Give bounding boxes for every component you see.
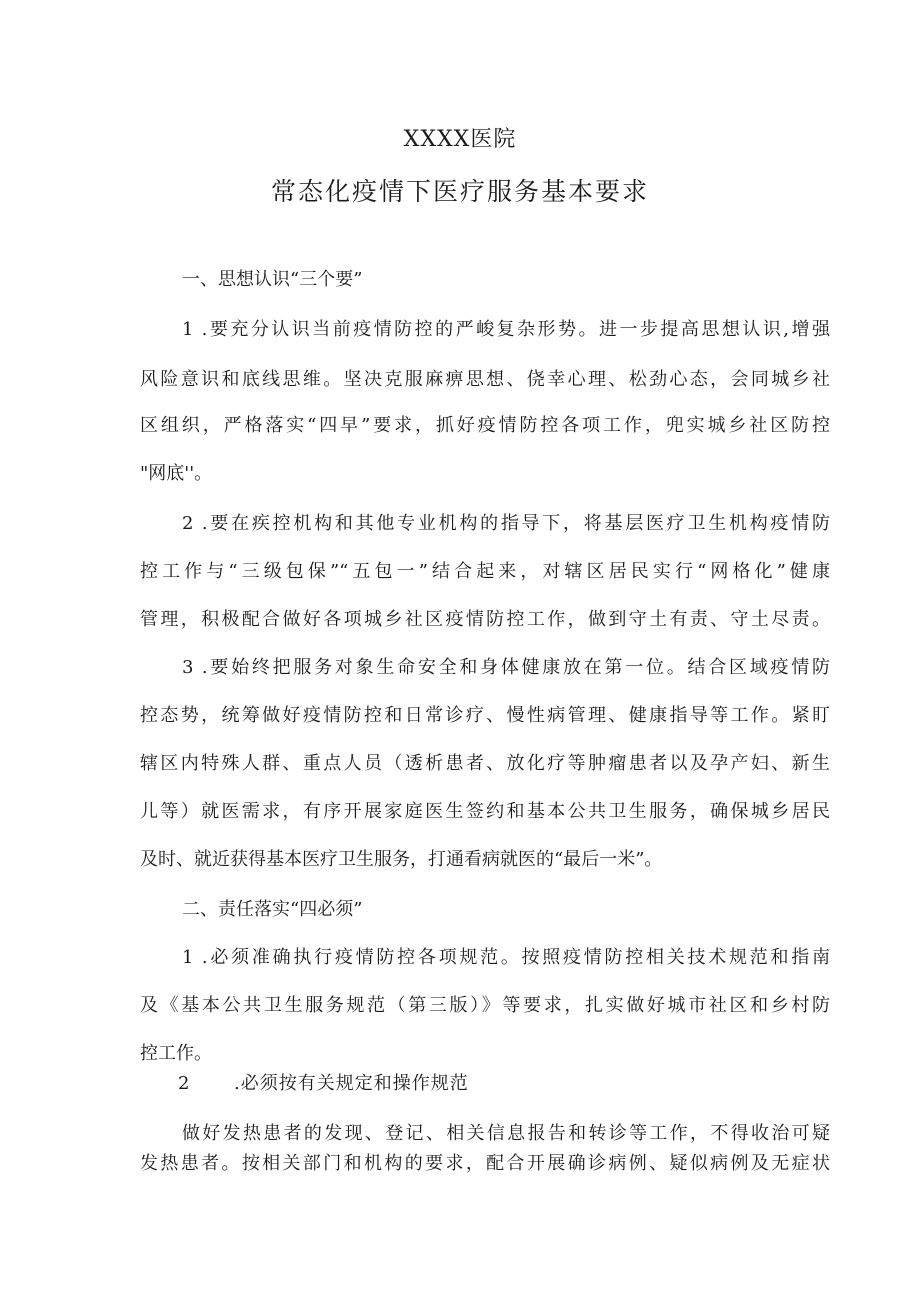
paragraph-line: 区组织，严格落实“四早”要求，抓好疫情防控各项工作，兜实城乡社区防控 [140, 415, 830, 436]
paragraph-line: 风险意识和底线思维。坚决克服麻痹思想、侥幸心理、松劲心态，会同城乡社 [140, 369, 830, 390]
paragraph-line: 3 .要始终把服务对象生命安全和身体健康放在第一位。结合区域疫情防 [182, 657, 830, 678]
paragraph-line: 及《基本公共卫生服务规范（第三版）》等要求，扎实做好城市社区和乡村防 [140, 995, 830, 1016]
paragraph-line: 发热患者。按相关部门和机构的要求，配合开展确诊病例、疑似病例及无症状 [140, 1153, 830, 1174]
document-title: 常态化疫情下医疗服务基本要求 [270, 177, 649, 206]
paragraph-line: 做好发热患者的发现、登记、相关信息报告和转诊等工作，不得收治可疑 [182, 1123, 830, 1144]
section-heading-2: 二、责任落实“四必须” [182, 899, 363, 920]
paragraph-line: 辖区内特殊人群、重点人员（透析患者、放化疗等肿瘤患者以及孕产妇、新生 [140, 753, 830, 774]
section-heading-1: 一、思想认识“三个要” [182, 269, 363, 290]
paragraph-line: 1 .要充分认识当前疫情防控的严峻复杂形势。进一步提高思想认识,增强 [182, 319, 830, 340]
item-heading-text: .必须按有关规定和操作规范 [234, 1073, 469, 1094]
paragraph-line: 1 .必须准确执行疫情防控各项规范。按照疫情防控相关技术规范和指南 [182, 947, 830, 968]
paragraph-line: 控态势，统筹做好疫情防控和日常诊疗、慢性病管理、健康指导等工作。紧盯 [140, 705, 830, 726]
paragraph-line: "网底''。 [140, 463, 213, 484]
item-number: 2 [178, 1073, 190, 1094]
paragraph-line: 控工作与“三级包保”“五包一”结合起来，对辖区居民实行“网格化”健康 [140, 561, 830, 582]
hospital-name: XXXX医院 [403, 127, 517, 152]
paragraph-line: 儿等）就医需求，有序开展家庭医生签约和基本公共卫生服务，确保城乡居民 [140, 801, 830, 822]
paragraph-line: 管理，积极配合做好各项城乡社区疫情防控工作，做到守土有责、守土尽责。 [140, 609, 830, 630]
paragraph-line: 控工作。 [140, 1043, 212, 1064]
paragraph-line: 2 .要在疾控机构和其他专业机构的指导下，将基层医疗卫生机构疫情防 [182, 513, 830, 534]
paragraph-line: 及时、就近获得基本医疗卫生服务，打通看病就医的“最后一米”。 [140, 849, 663, 870]
